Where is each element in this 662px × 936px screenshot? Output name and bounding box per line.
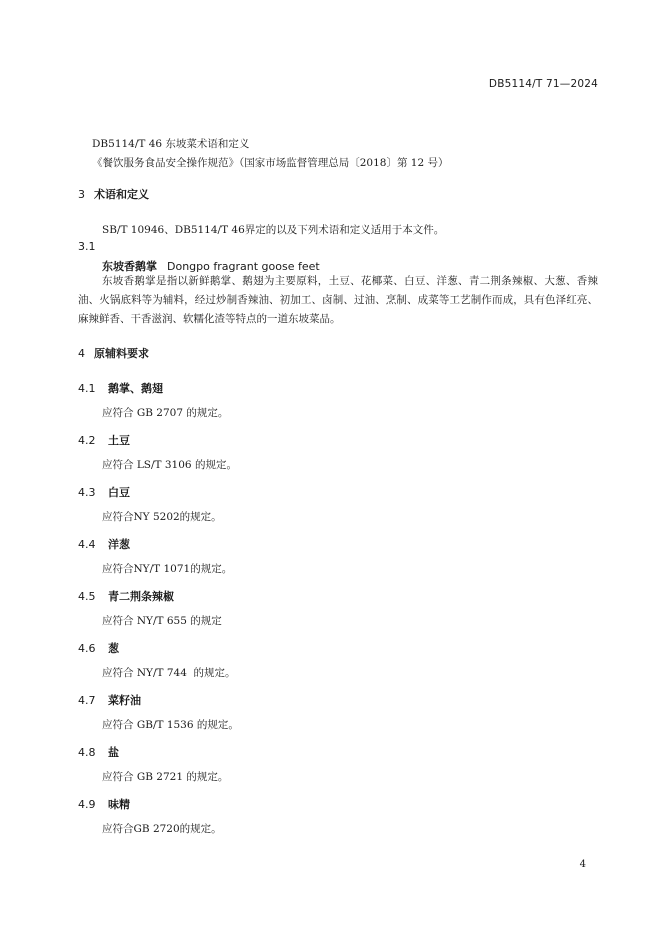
subsection-text: 应符合 GB 2707 的规定。 [102, 407, 229, 419]
subsection-title: 鹅掌、鹅翅 [108, 382, 163, 395]
subsection-number: 4.3 [78, 486, 96, 499]
subsection-title: 盐 [108, 746, 119, 759]
subsection-text: 应符合 NY/T 655 的规定 [102, 615, 222, 627]
subsection-heading [78, 640, 119, 656]
section-intro: SB/T 10946、DB5114/T 46界定的以及下列术语和定义适用于本文件。 [102, 224, 445, 236]
subsection-number: 4.4 [78, 538, 96, 551]
page-number: 4 [579, 859, 586, 870]
section-heading-3 [78, 186, 149, 202]
section-number: 4 [78, 347, 85, 360]
term-title-cn: 东坡香鹅掌 [102, 260, 157, 273]
subsection-title: 葱 [108, 642, 119, 655]
subsection-heading [78, 744, 119, 760]
subsection-title: 菜籽油 [108, 694, 141, 707]
term-number: 3.1 [78, 240, 96, 253]
section-heading-4 [78, 345, 149, 361]
subsection-heading [78, 484, 130, 500]
subsection-text: 应符合NY/T 1071的规定。 [102, 563, 233, 575]
subsection-number: 4.5 [78, 590, 96, 603]
term-title-en: Dongpo fragrant goose feet [167, 260, 320, 273]
subsection-number: 4.7 [78, 694, 96, 707]
subsection-heading [78, 692, 141, 708]
document-code-header: DB5114/T 71—2024 [488, 78, 598, 90]
subsection-number: 4.9 [78, 798, 96, 811]
section-title: 术语和定义 [94, 188, 149, 201]
subsection-title: 白豆 [108, 486, 130, 499]
reference-item: 《餐饮服务食品安全操作规范》（国家市场监督管理总局〔2018〕第 12 号） [92, 157, 449, 169]
section-title: 原辅料要求 [94, 347, 149, 360]
subsection-text: 应符合 GB/T 1536 的规定。 [102, 719, 239, 731]
subsection-heading [78, 432, 130, 448]
subsection-text: 应符合GB 2720的规定。 [102, 823, 222, 835]
subsection-text: 应符合 GB 2721 的规定。 [102, 771, 229, 783]
subsection-number: 4.2 [78, 434, 96, 447]
subsection-heading [78, 796, 130, 812]
subsection-title: 青二荆条辣椒 [108, 590, 174, 603]
subsection-heading [78, 380, 163, 396]
subsection-number: 4.6 [78, 642, 96, 655]
reference-item: DB5114/T 46 东坡菜术语和定义 [92, 138, 250, 150]
subsection-number: 4.1 [78, 382, 96, 395]
subsection-text: 应符合NY 5202的规定。 [102, 511, 222, 523]
subsection-heading [78, 536, 130, 552]
subsection-title: 洋葱 [108, 538, 130, 551]
subsection-number: 4.8 [78, 746, 96, 759]
subsection-text: 应符合 NY/T 744 的规定。 [102, 667, 236, 679]
subsection-heading [78, 588, 174, 604]
subsection-title: 土豆 [108, 434, 130, 447]
subsection-title: 味精 [108, 798, 130, 811]
section-number: 3 [78, 188, 85, 201]
term-definition: 东坡香鹅掌是指以新鲜鹅掌、鹅翅为主要原料，土豆、花椰菜、白豆、洋葱、青二荆条辣椒、大葱、香辣油、火锅底料等为辅料，经过炒制香辣油、初加工、卤制、过油、烹制、成菜等工艺制作而成，具有色泽红亮、麻辣鲜香、干香滋润、软糯化渣等特点的一道东坡菜品。 [78, 275, 598, 325]
subsection-text: 应符合 LS/T 3106 的规定。 [102, 459, 237, 471]
